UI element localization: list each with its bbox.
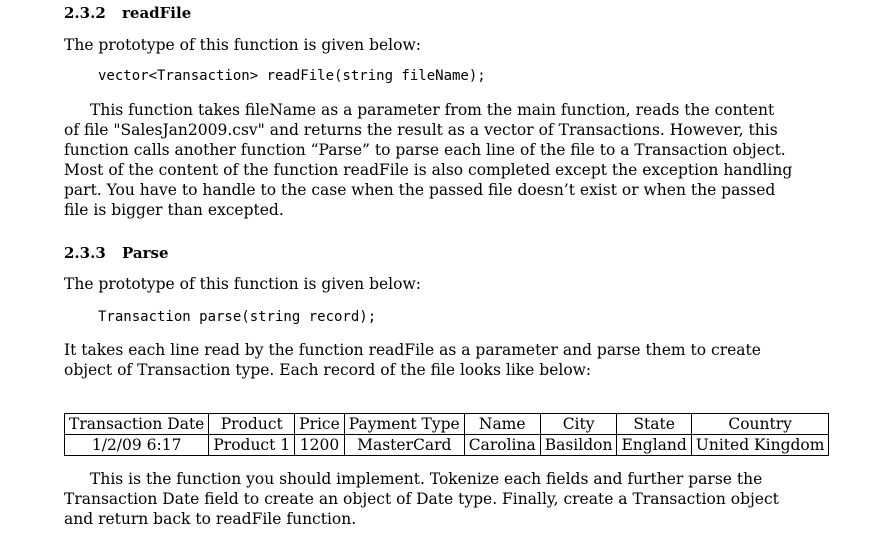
table-cell: Carolina xyxy=(464,435,540,456)
section-number: 2.3.3 xyxy=(64,244,106,262)
table-header-cell: Name xyxy=(464,414,540,435)
table-cell: 1/2/09 6:17 xyxy=(65,435,209,456)
text-line: This function takes fileName as a parameter from the main function, reads the content xyxy=(90,101,775,119)
table-cell: Product 1 xyxy=(209,435,295,456)
table-row xyxy=(65,435,829,456)
table-header-cell: City xyxy=(540,414,617,435)
table-header-cell: Product xyxy=(209,414,295,435)
description-parse xyxy=(64,340,761,380)
text-line: It takes each line read by the function readFile as a parameter and parse them to create xyxy=(64,341,761,359)
text-line: object of Transaction type. Each record of the file looks like below: xyxy=(64,361,592,379)
table-header-cell: Transaction Date xyxy=(65,414,209,435)
text-line: part. You have to handle to the case when the passed file doesn’t exist or when the passed xyxy=(64,181,776,199)
section-title: readFile xyxy=(122,4,192,22)
prototype-intro-parse: The prototype of this function is given below: xyxy=(64,275,421,293)
description-readfile xyxy=(64,100,793,220)
code-prototype-readfile: vector<Transaction> readFile(string fileName); xyxy=(98,68,486,84)
section-title: Parse xyxy=(122,244,169,262)
text-line: of file "SalesJan2009.csv" and returns the result as a vector of Transactions. However, this xyxy=(64,121,778,139)
table-cell: Basildon xyxy=(540,435,617,456)
table-cell: England xyxy=(617,435,691,456)
table-header-cell: Country xyxy=(691,414,829,435)
text-line: This is the function you should implement. Tokenize each fields and further parse the xyxy=(90,470,763,488)
section-heading-readfile xyxy=(64,4,191,22)
table-cell: 1200 xyxy=(295,435,345,456)
code-prototype-parse: Transaction parse(string record); xyxy=(98,309,377,325)
text-line: file is bigger than excepted. xyxy=(64,201,284,219)
closing-parse xyxy=(64,469,779,529)
table-header-cell: Price xyxy=(295,414,345,435)
prototype-intro-readfile: The prototype of this function is given below: xyxy=(64,36,421,54)
table-cell: MasterCard xyxy=(344,435,464,456)
table-cell: United Kingdom xyxy=(691,435,829,456)
table-header-cell: State xyxy=(617,414,691,435)
text-line: Transaction Date field to create an object of Date type. Finally, create a Transaction object xyxy=(64,490,779,508)
record-example-table xyxy=(64,413,829,456)
text-line: Most of the content of the function readFile is also completed except the exception handling xyxy=(64,161,793,179)
table-header-row xyxy=(65,414,829,435)
text-line: and return back to readFile function. xyxy=(64,510,357,528)
section-number: 2.3.2 xyxy=(64,4,106,22)
text-line: function calls another function “Parse” to parse each line of the file to a Transaction object. xyxy=(64,141,786,159)
table-header-cell: Payment Type xyxy=(344,414,464,435)
section-heading-parse xyxy=(64,244,169,262)
